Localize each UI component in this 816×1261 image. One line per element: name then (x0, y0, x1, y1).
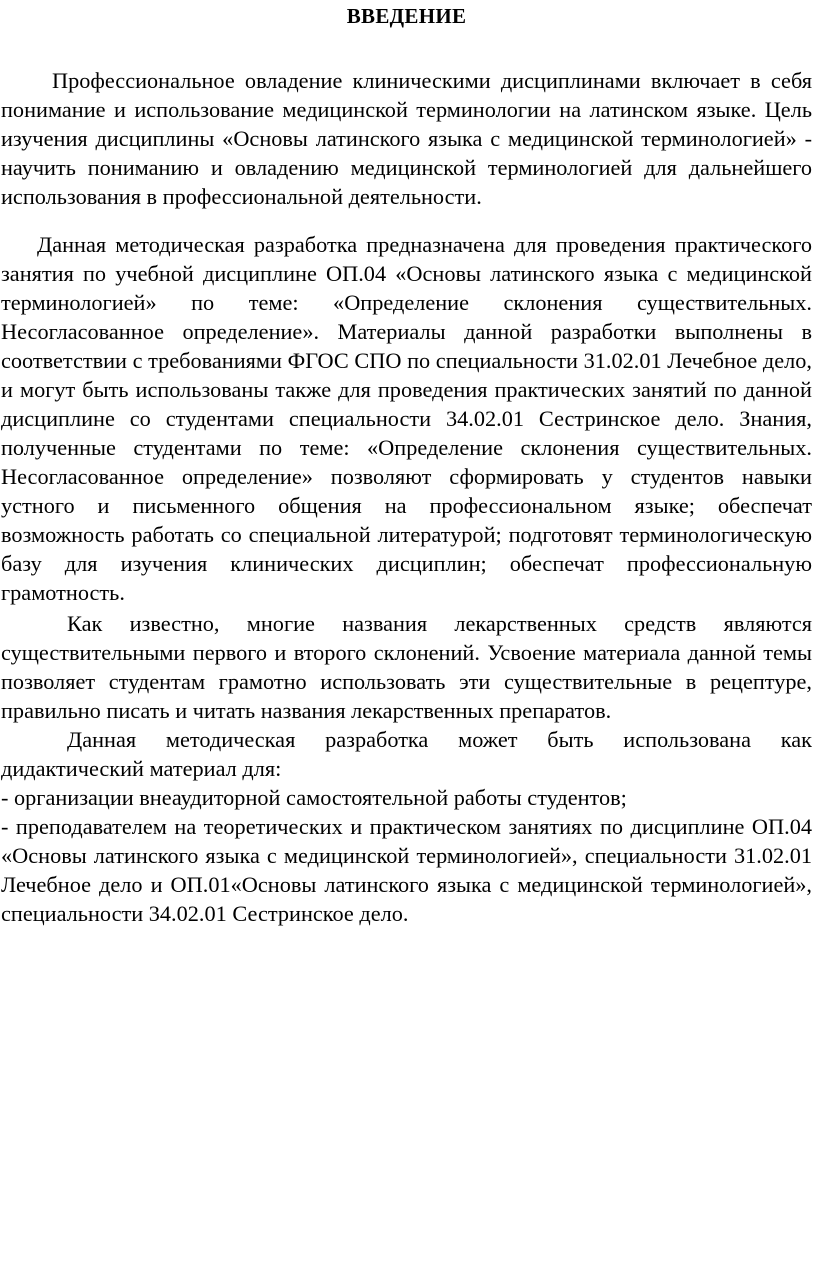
page-title: ВВЕДЕНИЕ (346, 4, 467, 28)
list-item: - преподавателем на теоретических и практическом занятиях по дисциплине ОП.04 «Основы латинского языка с медицинской терминологией», специальности 31.02.01 Лечебное дело и ОП.01«Основы латинского языка с медицинской терминологией», специальности 34.02.01 Сестринское дело. (1, 814, 812, 926)
paragraph-usage: Данная методическая разработка может быть использована как дидактический материал для: (1, 727, 812, 781)
paragraph-intro: Профессиональное овладение клиническими дисциплинами включает в себя понимание и использование медицинской терминологии на латинском языке. Цель изучения дисциплины «Основы латинского языка с медицинской терминологией» - научить пониманию и овладению медицинской терминологией для дальнейшего использования в профессиональной деятельности. (1, 68, 812, 209)
paragraph-purpose: Данная методическая разработка предназначена для проведения практического занятия по учебной дисциплине ОП.04 «Основы латинского языка с медицинской терминологией» по теме: «Определение склонения существительных. Несогласованное определение». Материалы данной разработки выполнены в соответствии с требованиями ФГОС СПО по специальности 31.02.01 Лечебное дело, и могут быть использованы также для проведения практических занятий по данной дисциплине со студентами специальности 34.02.01 Сестринское дело. Знания, полученные студентами по теме: «Определение склонения существительных. Несогласованное определение» позволяют сформировать у студентов навыки устного и письменного общения на профессиональном языке; обеспечат возможность работать со специальной литературой; подготовят терминологическую базу для изучения клинических дисциплин; обеспечат профессиональную грамотность. (1, 232, 812, 605)
paragraph-drug-names: Как известно, многие названия лекарственных средств являются существительными первого и второго склонений. Усвоение материала данной темы позволяет студентам грамотно использовать эти существительные в рецептуре, правильно писать и читать названия лекарственных препаратов. (1, 611, 812, 723)
list-item: - организации внеаудиторной самостоятельной работы студентов; (1, 785, 627, 810)
